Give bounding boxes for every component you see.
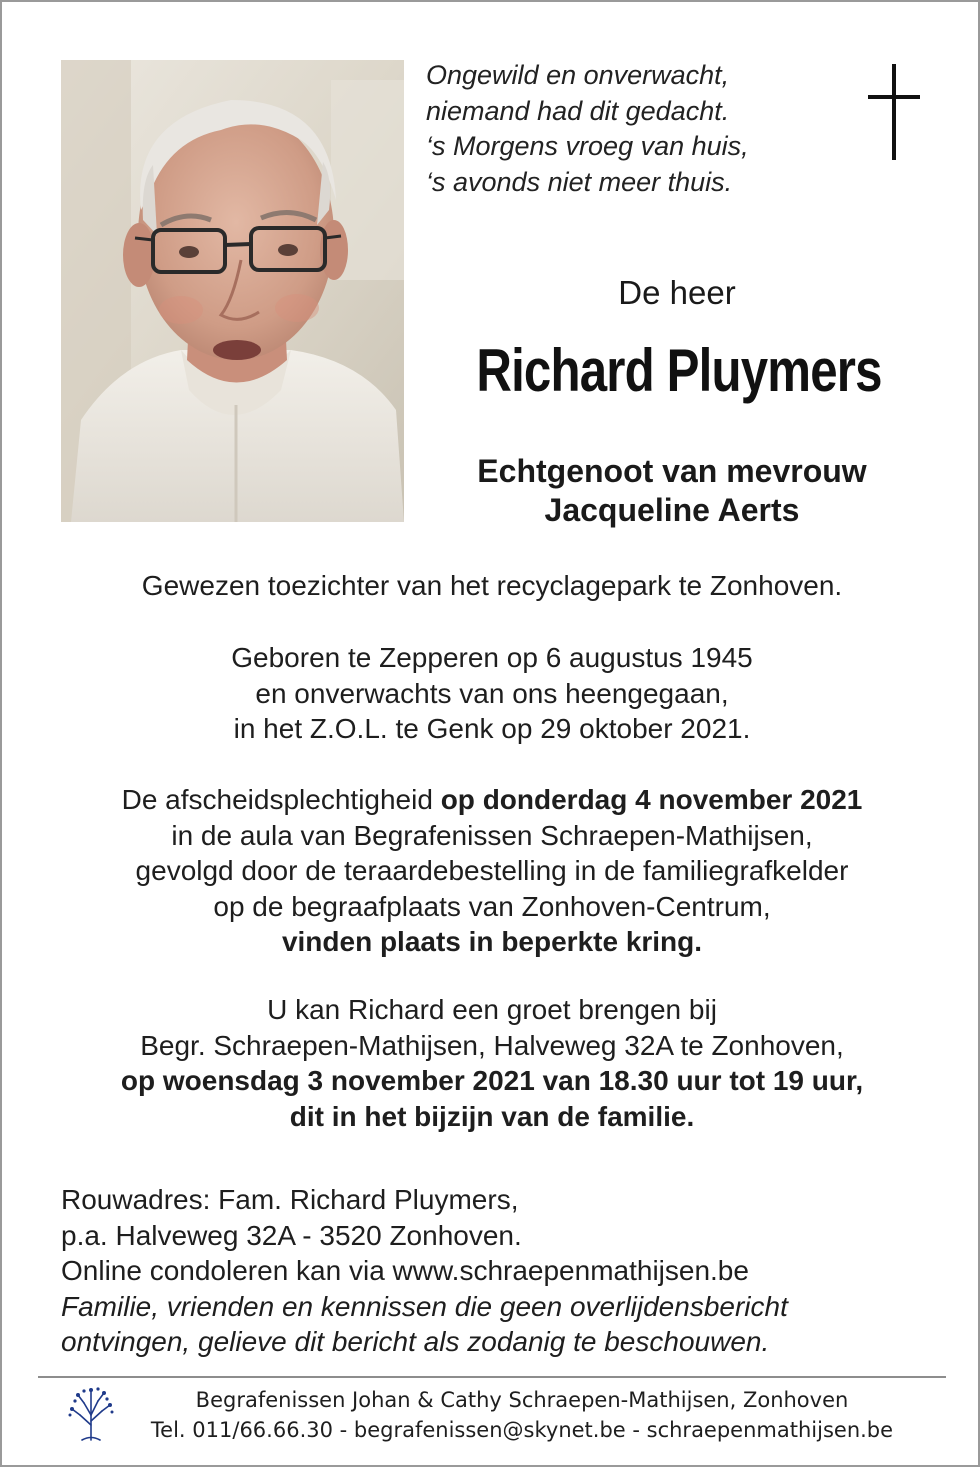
notice-line: Familie, vrienden en kennissen die geen overlijdensbericht bbox=[61, 1290, 788, 1322]
ceremony-line: gevolgd door de teraardebestelling in de familiegrafkelder bbox=[135, 855, 849, 886]
poem-line: ‘s avonds niet meer thuis. bbox=[426, 166, 733, 197]
funeral-home-name: Begrafenissen Johan & Cathy Schraepen-Mathijsen, Zonhoven bbox=[195, 1388, 849, 1412]
death-line: in het Z.O.L. te Genk op 29 oktober 2021. bbox=[233, 713, 751, 744]
deceased-name: Richard Pluymers bbox=[476, 337, 882, 404]
visit-line: Begr. Schraepen-Mathijsen, Halveweg 32A te Zonhoven, bbox=[140, 1029, 844, 1061]
ceremony-line bbox=[32, 782, 952, 818]
occupation-line: Gewezen toezichter van het recyclagepark te Zonhoven. bbox=[141, 570, 843, 601]
spouse-name: Jacqueline Aerts bbox=[544, 492, 800, 528]
ceremony-info bbox=[32, 782, 952, 960]
visit-note: dit in het bijzijn van de familie. bbox=[289, 1100, 695, 1132]
ceremony-note: vinden plaats in beperkte kring. bbox=[281, 926, 703, 957]
poem-line: niemand had dit gedacht. bbox=[426, 95, 730, 126]
footer-divider bbox=[38, 1376, 946, 1378]
funeral-home-contact: Tel. 011/66.66.30 - begrafenissen@skynet.be - schraepenmathijsen.be bbox=[150, 1418, 894, 1442]
ceremony-line: op de begraafplaats van Zonhoven-Centrum, bbox=[213, 890, 771, 922]
spouse-info bbox=[422, 452, 922, 530]
funeral-home-footer bbox=[122, 1385, 922, 1445]
condolence-line: Online condoleren kan via www.schraepenmathijsen.be bbox=[61, 1255, 749, 1286]
tree-logo-icon bbox=[66, 1385, 116, 1441]
portrait-illustration bbox=[61, 60, 404, 522]
address-line: p.a. Halveweg 32A - 3520 Zonhoven. bbox=[61, 1219, 522, 1251]
poem bbox=[426, 58, 846, 200]
notice-line: ontvingen, gelieve dit bericht als zodanig te beschouwen. bbox=[61, 1326, 770, 1357]
ceremony-prefix: De afscheidsplechtigheid bbox=[121, 784, 441, 815]
address-line: Rouwadres: Fam. Richard Pluymers, bbox=[61, 1184, 519, 1215]
portrait-photo bbox=[61, 60, 404, 522]
visit-info bbox=[32, 992, 952, 1134]
poem-line: Ongewild en onverwacht, bbox=[426, 60, 730, 90]
visit-datetime: op woensdag 3 november 2021 van 18.30 uur tot 19 uur, bbox=[120, 1065, 864, 1096]
salutation: De heer bbox=[618, 274, 736, 311]
birth-death-info bbox=[32, 640, 952, 747]
birth-line: Geboren te Zepperen op 6 augustus 1945 bbox=[231, 642, 753, 673]
occupation bbox=[32, 568, 952, 604]
passing-line: en onverwachts van ons heengegaan, bbox=[255, 677, 729, 709]
spouse-line: Echtgenoot van mevrouw bbox=[477, 453, 867, 489]
poem-line: ‘s Morgens vroeg van huis, bbox=[426, 131, 749, 161]
ceremony-date: op donderdag 4 november 2021 bbox=[440, 784, 863, 815]
cross-icon bbox=[864, 64, 924, 164]
mourning-address bbox=[61, 1182, 941, 1360]
ceremony-line: in de aula van Begrafenissen Schraepen-Mathijsen, bbox=[171, 819, 813, 851]
visit-line: U kan Richard een groet brengen bij bbox=[267, 994, 717, 1025]
